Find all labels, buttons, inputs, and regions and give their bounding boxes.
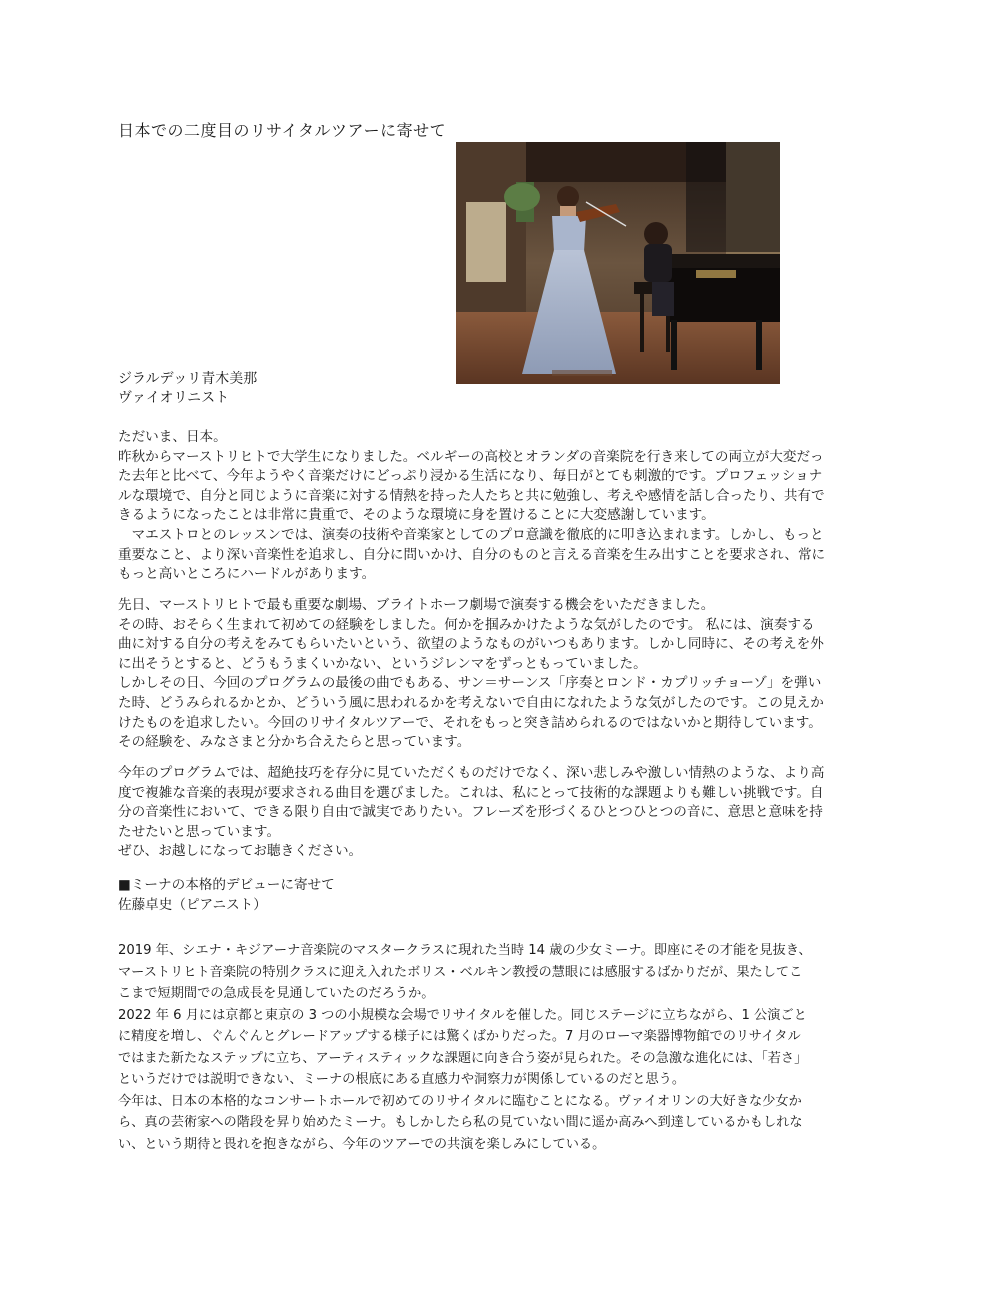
paragraph-line: 曲に対する自分の考えをみてもらいたいという、欲望のようなものがいつもあります。しかし同時に、その考えを外	[118, 636, 824, 653]
second-essay-header	[118, 876, 898, 915]
paragraph-line: マーストリヒト音楽院の特別クラスに迎え入れたボリス・ベルキン教授の慧眼には感服するばかりだが、果たしてこ	[118, 964, 803, 980]
paragraph-line: い、という期待と畏れを抱きながら、今年のツアーでの共演を楽しみにしている。	[118, 1136, 606, 1152]
essay-author: 佐藤卓史（ピアニスト）	[118, 896, 267, 913]
paragraph-line: 今年のプログラムでは、超絶技巧を存分に見ていただくものだけでなく、深い悲しみや激しい情熱のような、より高	[118, 765, 825, 781]
paragraph-line: 今年は、日本の本格的なコンサートホールで初めてのリサイタルに臨むことになる。ヴァイオリンの大好きな少女か	[118, 1093, 802, 1109]
essay-heading: ■ミーナの本格的デビューに寄せて	[118, 877, 335, 893]
paragraph-line: きるようになったことは非常に貴重で、そのような環境に身を置けることに大変感謝しています。	[118, 507, 715, 524]
paragraph-line: たせたいと思っています。	[118, 823, 281, 840]
paragraph-line: に出そうとすると、どうもうまくいかない、というジレンマをずっともっていました。	[118, 655, 647, 672]
paragraph-line: こまで短期間での急成長を見通していたのだろうか。	[118, 986, 435, 1001]
performance-photo	[456, 142, 780, 384]
author-role: ヴァイオリニスト	[118, 390, 230, 406]
paragraph-line: というだけでは説明できない、ミーナの根底にある直感力や洞察力が関係しているのだと思う。	[118, 1072, 686, 1087]
greeting-line: ただいま、日本。	[118, 429, 227, 445]
paragraph-line: しかしその日、今回のプログラムの最後の曲でもある、サン＝サーンス「序奏とロンド・カプリッチョーゾ」を弾い	[118, 675, 822, 692]
paragraph-line: 度で複雑な音楽的表現が要求される曲目を選びました。これは、私にとって技術的な課題よりも難しい挑戦です。自	[118, 784, 824, 801]
paragraph-line: 重要なこと、より深い音楽性を追求し、自分に問いかけ、自分のものと言える音楽を生み出すことを要求され、常に	[118, 546, 826, 563]
paragraph-line: ら、真の芸術家への階段を昇り始めたミーナ。もしかしたら私の見ていない間に遥か高みへ到達しているかもしれな	[118, 1115, 803, 1130]
paragraph-line: けたものを追求したい。今回のリサイタルツアーで、それをもっと突き詰められるのではないかと期待しています。	[118, 714, 822, 731]
article-title: 日本での二度目のリサイタルツアーに寄せて	[118, 121, 447, 140]
paragraph-line: その時、おそらく生まれて初めての経験をしました。何かを掴みかけたような気がしたのです。 私には、演奏する	[118, 616, 815, 633]
violin-performance-photo-icon	[456, 142, 780, 384]
paragraph-line: 分の音楽性において、できる限り自由で誠実でありたい。フレーズを形づくるひとつひとつの音に、意思と意味を持	[118, 804, 823, 821]
paragraph-line: た時、どうみられるかとか、どういう風に思われるかを考えないで自由になれたような気がしたのです。この見えか	[118, 694, 824, 711]
section-pianist-essay	[118, 940, 898, 1155]
paragraph-line: その経験を、みなさまと分かち合えたらと思っています。	[118, 734, 471, 751]
paragraph-line: た去年と比べて、今年ようやく音楽だけにどっぷり浸かる生活になり、毎日がとても刺激的です。プロフェッショナ	[118, 468, 823, 485]
paragraph-line: 2019 年、シエナ・キジアーナ音楽院のマスタークラスに現れた当時 14 歳の少女ミーナ。即座にその才能を見抜き、	[118, 943, 812, 958]
paragraph-line: ぜひ、お越しになってお聴きください。	[118, 843, 363, 860]
paragraph-line: に精度を増し、ぐんぐんとグレードアップする様子には驚くばかりだった。7 月のローマ楽器博物館でのリサイタル	[118, 1029, 801, 1044]
section-theater	[118, 596, 898, 753]
section-program	[118, 764, 898, 862]
paragraph-line: 昨秋からマーストリヒトで大学生になりました。ベルギーの高校とオランダの音楽院を行き来しての両立が大変だっ	[118, 448, 824, 465]
paragraph-line: マエストロとのレッスンでは、演奏の技術や音楽家としてのプロ意識を徹底的に叩き込まれます。しかし、もっと	[118, 526, 824, 543]
paragraph-line: もっと高いところにハードルがあります。	[118, 566, 376, 583]
author-byline	[118, 370, 257, 408]
paragraph-line: 先日、マーストリヒトで最も重要な劇場、ブライトホーフ劇場で演奏する機会をいただきました。	[118, 597, 715, 613]
paragraph-line: 2022 年 6 月には京都と東京の 3 つの小規模な会場でリサイタルを催した。同じステージに立ちながら、1 公演ごと	[118, 1007, 807, 1023]
paragraph-line: ではまた新たなステップに立ち、アーティスティックな課題に向き合う姿が見られた。その急激な進化には、「若さ」	[118, 1050, 808, 1066]
author-name: ジラルデッリ青木美那	[118, 371, 258, 387]
section-greeting	[118, 428, 898, 585]
paragraph-line: ルな環境で、自分と同じように音楽に対する情熱を持った人たちと共に勉強し、考えや感情を話し合ったり、共有で	[118, 487, 825, 504]
